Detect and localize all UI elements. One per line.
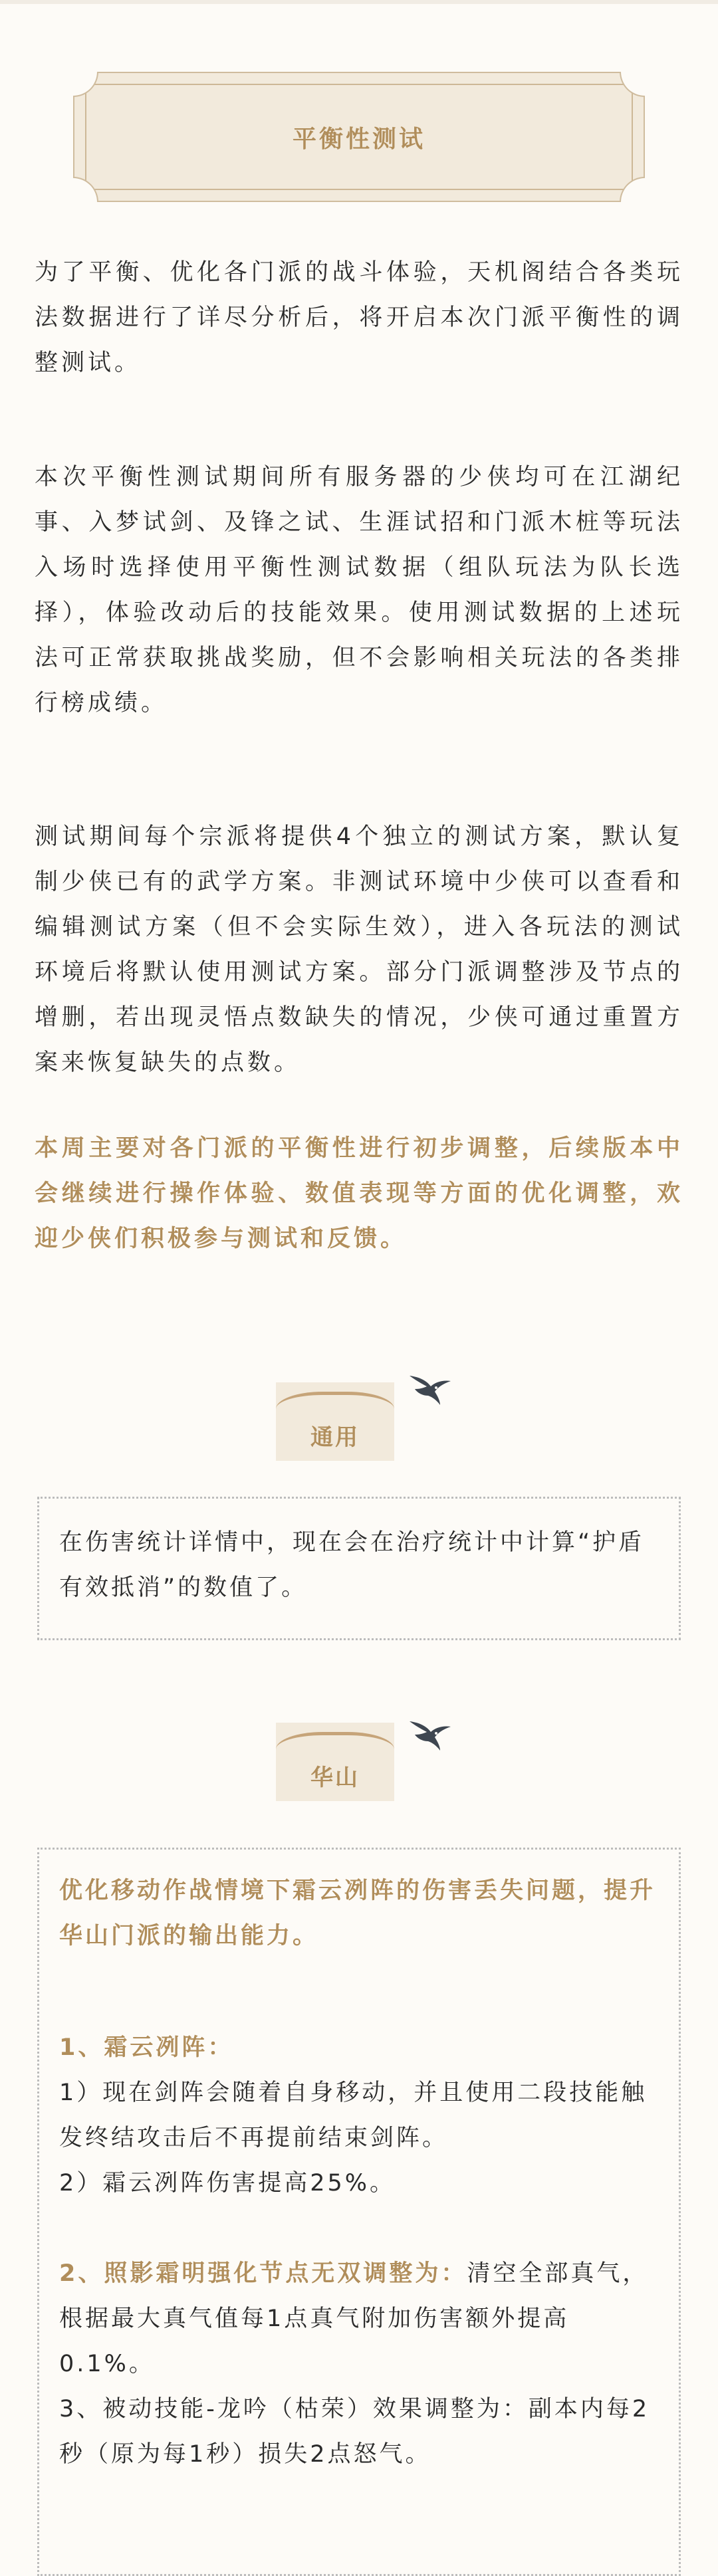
huashan-item2-text: 清空全部真气，根据最大真气值每1点真气附加伤害额外提高0.1%。 [59,2260,649,2377]
huashan-item3: 3、被动技能-龙吟（枯荣）效果调整为：副本内每2秒（原为每1秒）损失2点怒气。 [59,2396,650,2468]
swallow-icon [407,1369,452,1406]
intro-paragraph-3: 测试期间每个宗派将提供4个独立的测试方案，默认复制少侠已有的武学方案。非测试环境中少侠可以查看和编辑测试方案（但不会实际生效），进入各玩法的测试环境后将默认使用测试方案。部分门派调整涉及节点的增删，若出现灵悟点数缺失的情况，少侠可通过重置方案来恢复缺失的点数。 [35,823,683,1076]
page-title: 平衡性测试 [292,125,425,153]
intro-paragraph-1: 为了平衡、优化各门派的战斗体验，天机阁结合各类玩法数据进行了详尽分析后，将开启本次门派平衡性的调整测试。 [35,259,683,376]
section-title-general: 通用 [310,1424,360,1451]
intro-highlight-paragraph: 本周主要对各门派的平衡性进行初步调整，后续版本中会继续进行操作体验、数值表现等方面的优化调整，欢迎少侠们积极参与测试和反馈。 [35,1135,683,1252]
section-tab-general [276,1382,394,1461]
top-divider [0,0,718,4]
swallow-icon [407,1715,452,1752]
title-banner [73,72,645,202]
huashan-summary: 优化移动作战情境下霜云冽阵的伤害丢失问题，提升华山门派的输出能力。 [59,1878,656,1949]
huashan-notes-box [37,1848,681,2576]
general-notes-text: 在伤害统计详情中，现在会在治疗统计中计算“护盾有效抵消”的数值了。 [59,1529,645,1601]
huashan-item1-title: 1、霜云冽阵： [59,2034,234,2061]
general-notes-box [37,1497,681,1640]
huashan-item2-title: 2、照影霜明强化节点无双调整为： [59,2260,467,2287]
section-title-huashan: 华山 [310,1764,360,1791]
huashan-item1-line2: 2）霜云冽阵伤害提高25%。 [59,2170,396,2197]
huashan-item2 [59,2251,664,2387]
huashan-item1-line1: 1）现在剑阵会随着自身移动，并且使用二段技能触发终结攻击后不再提前结束剑阵。 [59,2080,648,2151]
section-tab-huashan [276,1723,394,1801]
intro-paragraph-2: 本次平衡性测试期间所有服务器的少侠均可在江湖纪事、入梦试剑、及锋之试、生涯试招和门派木桩等玩法入场时选择使用平衡性测试数据（组队玩法为队长选择），体验改动后的技能效果。使用测试数据的上述玩法可正常获取挑战奖励，但不会影响相关玩法的各类排行榜成绩。 [35,464,683,716]
